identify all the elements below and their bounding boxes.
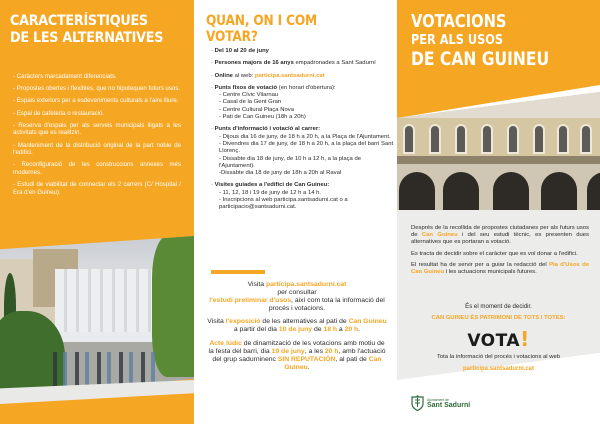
logo-name: Sant Sadurní — [427, 401, 471, 409]
place-item: - Pati de Can Guineu (18h a 20h) — [219, 114, 306, 121]
fixed-voting-points: · Punts fixos de votació (en horari d'obertura): - Centre Cívic Vilarnau - Casal de la Gent Gran - Centre Cultural Plaça Nova - Pati de Can Guineu (18h a 20h) — [211, 85, 396, 121]
characteristics-list — [13, 73, 181, 201]
cover-title: VOTACIONS PER ALS USOS DE CAN GUINEU — [411, 12, 550, 70]
how-to-vote-panel — [194, 0, 397, 424]
description-para-1: Després de la recollida de propostes ciutadanes per als futurs usos de Can Guineu i del seu estudi tècnic, es presenten dues alternatives que es portaran a votació. — [411, 225, 589, 246]
cover-description — [411, 225, 589, 280]
call-to-action — [397, 303, 600, 372]
vota-heading: VOTA! — [467, 327, 530, 351]
characteristics-panel — [0, 0, 194, 424]
visit-item: - Inscripcions al web participa.santsadurni.cat o a participacio@santsadurni.cat. — [219, 197, 348, 211]
list-item: - Reconfiguració de les construccions annexes més modernes. — [13, 161, 181, 176]
exclamation-icon: ! — [520, 327, 530, 351]
participa-link[interactable]: participa.santsadurni.cat — [254, 72, 325, 79]
promo-event: Acte lúdic de dinamització de les votacions amb motiu de la festa del barri, dia 19 de juny, a les 20 h, amb l'actuació del grup sadurninenc SIN REPUTACIÓN, al pati de Can Guineu. — [208, 339, 386, 371]
moment-text: És el moment de decidir. — [465, 303, 532, 310]
logo-subtitle: Ajuntament de — [427, 397, 449, 402]
title-line-1: CARACTERÍSTIQUES — [10, 13, 148, 29]
voting-eligibility: · Persones majors de 16 anys empadronades a Sant Sadurní — [211, 60, 376, 67]
crest-icon — [411, 395, 424, 411]
place-item: - Casal de la Gent Gran — [219, 99, 282, 106]
voting-dates: · Del 10 al 20 de juny — [211, 48, 269, 54]
street-item: - Dijous dia 16 de juny, de 18 h a 20 h, a la Plaça de l'Ajuntament. — [219, 133, 391, 140]
list-item: - Reserva d'espais per als serveis municipals lligats a les activitats que es realitzin. — [13, 121, 181, 137]
voting-info — [211, 48, 396, 217]
street-item: -Dissabte dia 18 de juny de 18h a 20h al Raval — [219, 170, 342, 177]
info-text: Tota la informació del procés i votacions al web — [436, 354, 561, 360]
voting-online: · Online al web: participa.santsadurni.cat — [211, 72, 325, 79]
place-item: - Centre Cívic Vilarnau — [219, 92, 279, 99]
ajuntament-logo — [411, 395, 470, 411]
promo-exhibition: Visita l'exposició de les alternatives al pati de Can Guineu a partir del dia 10 de juny de 18 h a 20 h. — [207, 318, 387, 334]
street-item: - Dissabte dia 18 de juny, de 10 h a 12 h, a la plaça de l'Ajuntament). — [219, 155, 362, 169]
place-item: - Centre Cultural Plaça Nova — [219, 106, 294, 113]
list-item: - Propostes obertes i flexibles, que no hipotequen futurs usos. — [13, 85, 181, 93]
how-to-vote-title: QUAN, ON I COM VOTAR? — [206, 13, 317, 45]
cover-panel — [397, 0, 600, 424]
description-para-3: El resultat ha de servir per a guiar la redacció del Pla d'Usos de Can Guineu i les actuacions municipals futures. — [411, 261, 589, 276]
characteristics-title — [10, 13, 168, 47]
visit-item: - 11, 12, 18 i 19 de juny de 12 h a 14 h. — [219, 189, 322, 196]
orange-divider — [211, 270, 265, 274]
promo-visit-web: Visita participa.santsadurni.cat per consultar l'estudi preliminar d'usos, així com tota la informació del procés i votacions. — [209, 281, 385, 313]
patrimoni-slogan: CAN GUINEU ÉS PATRIMONI DE TOTS I TOTES: — [431, 315, 566, 321]
list-item: - Estudi de viabilitat de connectar els 2 carrers (C/ Hospital / Era d'en Guineu). — [13, 181, 181, 196]
list-item: - Caràcters marcadament diferenciats. — [13, 73, 117, 80]
list-item: - Espai de cafeteria o restauració. — [13, 109, 105, 117]
guided-visits: · Visites guiades a l'edifici de Can Guineu: - 11, 12, 18 i 19 de juny de 12 h a 14 h. - Inscripcions al web participa.santsadurni.cat o a participacio@santsadurni.cat. — [211, 182, 396, 211]
participa-link[interactable]: participa.santsadurni.cat — [265, 281, 347, 288]
list-item: - Manteniment de la distribució original de la part noble de l'edifici. — [13, 141, 181, 157]
title-line-2: DE LES ALTERNATIVES — [10, 30, 164, 46]
participa-link[interactable]: participa.santsadurni.cat — [462, 366, 535, 372]
promo-text — [206, 281, 388, 377]
performance-photo — [0, 236, 194, 402]
description-para-2: Es tracta de decidir sobre el caràcter que es vol donar a l'edifici. — [411, 250, 578, 257]
street-voting-points: · Punts d'informació i votació al carrer: - Dijous dia 16 de juny, de 18 h a 20 h, a la Plaça de l'Ajuntament. - Divendres dia 17 de juny, de 18 h a 20 h, a la plaça del barri Sant Llorenç. - Dissabte dia 18 de juny, de 10 h a 12 h, a la plaça de l'Ajuntament). -Dissabte dia 18 de juny de 18h a 20h al Raval — [211, 126, 396, 177]
street-item: - Divendres dia 17 de juny, de 18 h a 20 h, a la plaça del barri Sant Llorenç. — [219, 140, 394, 155]
list-item: - Espais exteriors per a esdeveniments culturals a l'aire lliure. — [13, 97, 179, 105]
